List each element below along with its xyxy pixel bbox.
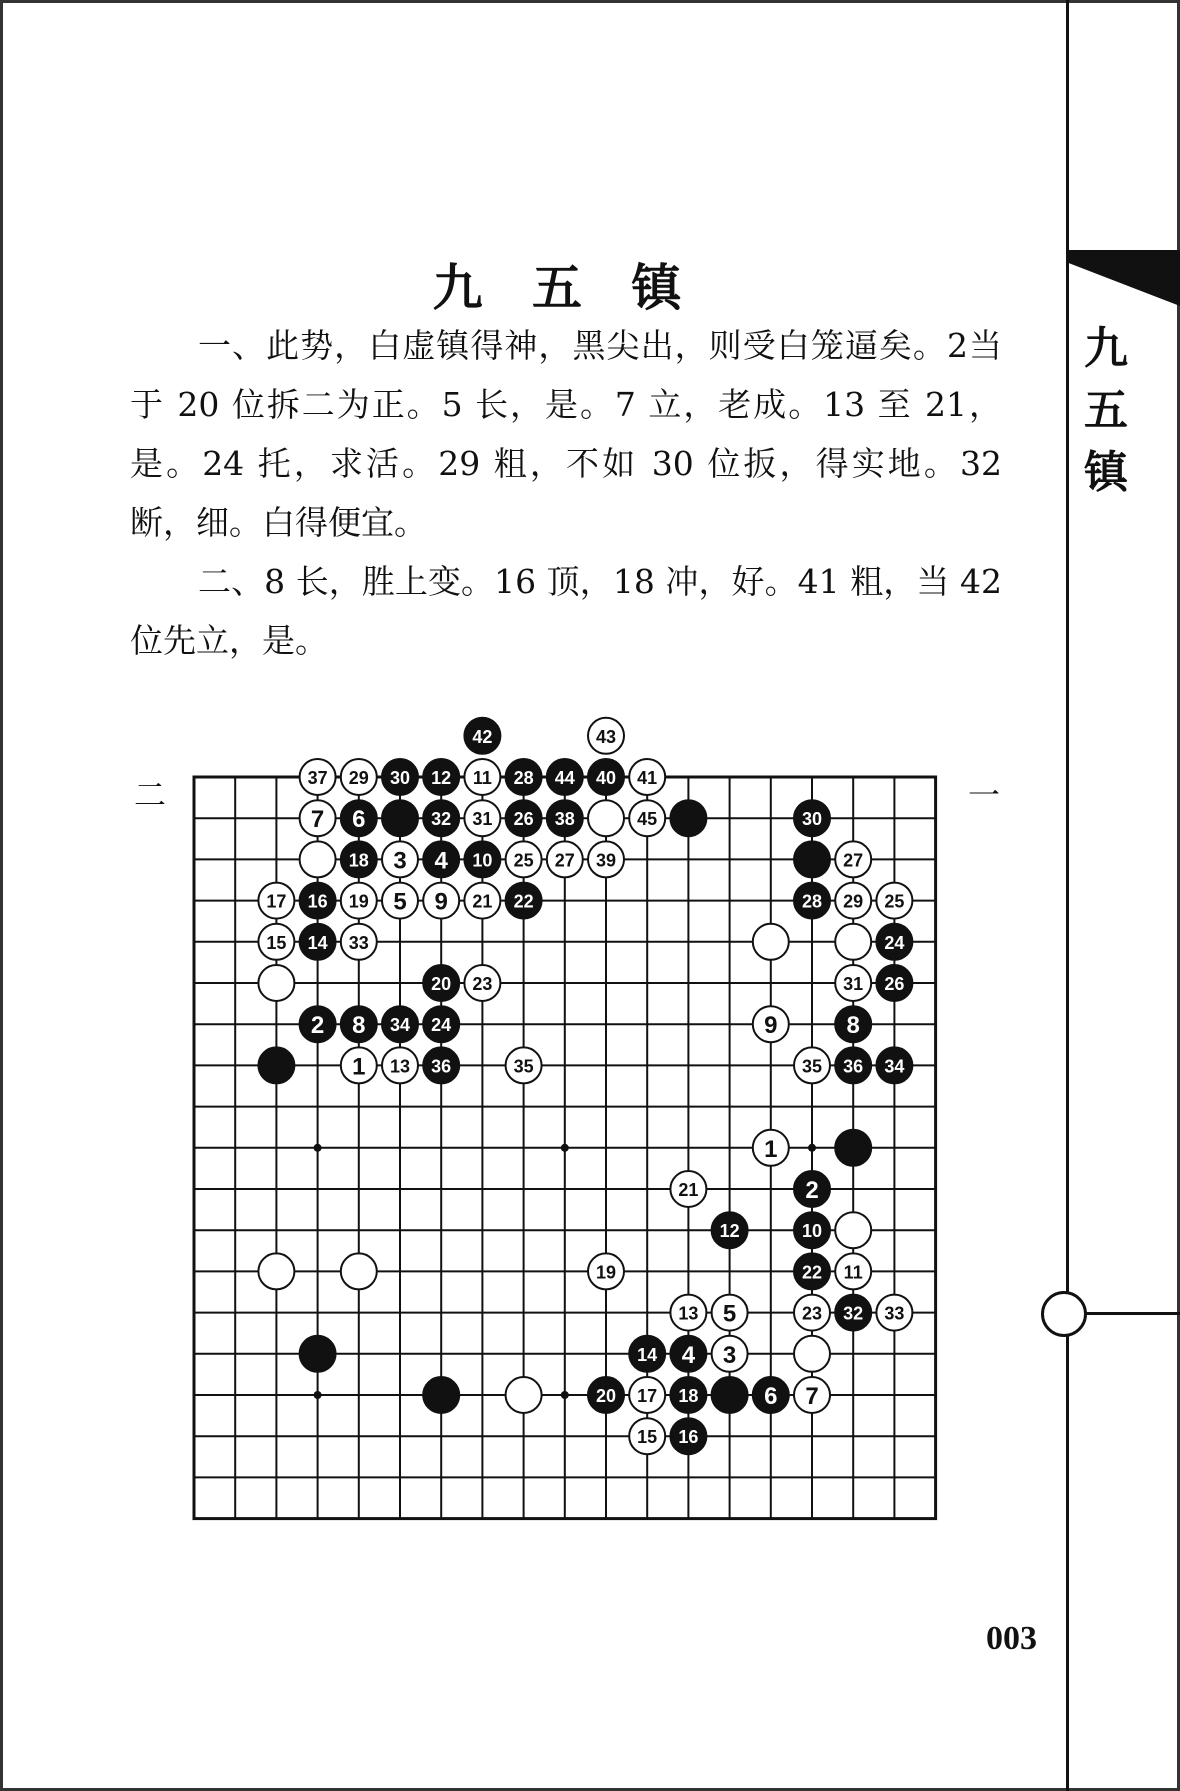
- white-stone: [835, 1212, 871, 1248]
- stone-number: 19: [595, 1262, 617, 1283]
- stone-number: 36: [431, 1056, 452, 1077]
- black-stone: [712, 1377, 748, 1413]
- stone-number: 45: [637, 809, 658, 830]
- white-stone: [258, 965, 294, 1001]
- stone-number: 19: [348, 891, 369, 912]
- side-tab-char: 镇: [1084, 447, 1128, 498]
- star-point: [808, 1144, 816, 1152]
- stone-number: 34: [884, 1056, 905, 1077]
- stone-number: 16: [307, 891, 328, 912]
- stone-number: 17: [266, 891, 287, 912]
- black-stone: [835, 1130, 871, 1166]
- star-point: [314, 1144, 322, 1152]
- stone-number: 20: [431, 974, 452, 994]
- black-stone: [423, 1377, 459, 1413]
- side-tab-char: 九: [1084, 323, 1128, 374]
- stone-number: 4: [434, 847, 448, 875]
- stone-number: 30: [389, 768, 411, 788]
- stone-number: 4: [681, 1341, 696, 1369]
- stone-number: 36: [843, 1056, 864, 1077]
- stone-number: 25: [513, 850, 534, 871]
- stone-number: 44: [554, 768, 575, 788]
- stone-number: 37: [307, 768, 328, 788]
- stone-number: 28: [801, 891, 823, 912]
- stone-number: 22: [801, 1262, 823, 1283]
- stone-number: 15: [266, 932, 287, 953]
- stone-number: 9: [434, 888, 448, 916]
- stone-number: 24: [431, 1015, 452, 1036]
- stone-number: 6: [352, 806, 366, 834]
- black-stone: [382, 800, 418, 836]
- stone-number: 31: [843, 974, 864, 994]
- stone-number: 32: [843, 1303, 864, 1324]
- white-stone: [794, 1336, 830, 1372]
- stone-number: 23: [472, 974, 493, 994]
- stone-number: 1: [764, 1135, 778, 1163]
- stone-number: 31: [472, 809, 493, 830]
- stone-number: 13: [389, 1056, 411, 1077]
- stone-number: 43: [595, 726, 617, 747]
- stone-number: 32: [431, 809, 452, 830]
- white-stone: [258, 1253, 294, 1289]
- stone-number: 1: [352, 1053, 366, 1081]
- black-stone: [670, 800, 706, 836]
- stone-number: 33: [348, 932, 369, 953]
- stone-number: 28: [513, 768, 534, 788]
- star-point: [561, 1144, 569, 1152]
- white-stone: [835, 924, 871, 960]
- stone-number: 33: [884, 1303, 905, 1324]
- stone-number: 14: [637, 1344, 658, 1365]
- stone-number: 2: [805, 1177, 819, 1204]
- page-number: 003: [986, 1620, 1037, 1657]
- white-stone: [506, 1377, 542, 1413]
- stone-number: 40: [595, 768, 617, 788]
- stone-number: 6: [764, 1383, 778, 1410]
- star-point: [561, 1391, 569, 1399]
- white-stone: [341, 1253, 377, 1289]
- stone-number: 20: [595, 1386, 617, 1406]
- stone-number: 23: [801, 1303, 823, 1324]
- stone-number: 22: [513, 891, 534, 912]
- stone-number: 11: [472, 768, 492, 788]
- page-title: 九 五 镇: [432, 258, 698, 317]
- stone-number: 42: [472, 726, 493, 747]
- paragraph-two: 二、8 长，胜上变。16 顶，18 冲，好。41 粗，当 42 位先立，是。: [130, 562, 1002, 660]
- stone-number: 12: [431, 768, 452, 788]
- star-point: [314, 1391, 322, 1399]
- stone-number: 10: [801, 1221, 823, 1242]
- stone-number: 26: [884, 974, 905, 994]
- black-stone: [258, 1047, 294, 1083]
- stone-number: 35: [513, 1056, 534, 1077]
- stone-number: 21: [472, 891, 493, 912]
- paragraph-one: 一、此势，白虚镇得神，黑尖出，则受白笼逼矣。2当于 20 位拆二为正。5 长，是。7 立，老成。13 至 21，是。24 托，求活。29 粗，不如 30 位扳，得实地。32 断，细。白得便宜。: [130, 326, 1002, 542]
- stone-number: 7: [310, 806, 325, 834]
- stone-number: 17: [637, 1386, 658, 1406]
- white-stone: [300, 841, 336, 877]
- stone-number: 16: [678, 1427, 699, 1448]
- diagram-label-left: 二: [134, 776, 167, 814]
- stone-number: 30: [801, 809, 823, 830]
- stone-number: 14: [307, 932, 328, 953]
- stone-number: 25: [884, 891, 905, 912]
- stone-number: 8: [846, 1012, 860, 1040]
- stone-number: 34: [389, 1015, 411, 1036]
- white-stone: [753, 924, 789, 960]
- stone-number: 10: [472, 850, 493, 871]
- side-tab-char: 五: [1084, 385, 1128, 436]
- stone-number: 15: [637, 1427, 658, 1448]
- stone-number: 7: [805, 1383, 819, 1410]
- stone-number: 35: [801, 1056, 823, 1077]
- stone-number: 8: [352, 1012, 366, 1040]
- stone-number: 39: [595, 850, 617, 871]
- black-stone: [300, 1336, 336, 1372]
- stone-number: 11: [843, 1262, 863, 1283]
- stone-number: 21: [678, 1180, 699, 1200]
- stone-number: 2: [310, 1012, 325, 1040]
- stone-number: 26: [513, 809, 534, 830]
- stone-number: 18: [678, 1386, 699, 1406]
- stone-number: 24: [884, 932, 905, 953]
- stone-number: 18: [348, 850, 369, 871]
- stone-number: 41: [637, 768, 658, 788]
- stone-number: 9: [764, 1012, 778, 1040]
- black-stone: [794, 841, 830, 877]
- stone-number: 5: [722, 1300, 737, 1328]
- stone-number: 3: [722, 1341, 737, 1369]
- diagram-label-right: 一: [968, 776, 1001, 814]
- stone-number: 5: [393, 888, 407, 916]
- stone-number: 27: [843, 850, 864, 871]
- stone-number: 29: [348, 768, 369, 788]
- stone-number: 38: [554, 809, 575, 830]
- stone-number: 12: [719, 1221, 740, 1242]
- stone-number: 3: [393, 847, 407, 875]
- white-stone: [588, 800, 624, 836]
- stone-number: 13: [678, 1303, 699, 1324]
- stone-number: 29: [843, 891, 864, 912]
- stone-number: 27: [554, 850, 575, 871]
